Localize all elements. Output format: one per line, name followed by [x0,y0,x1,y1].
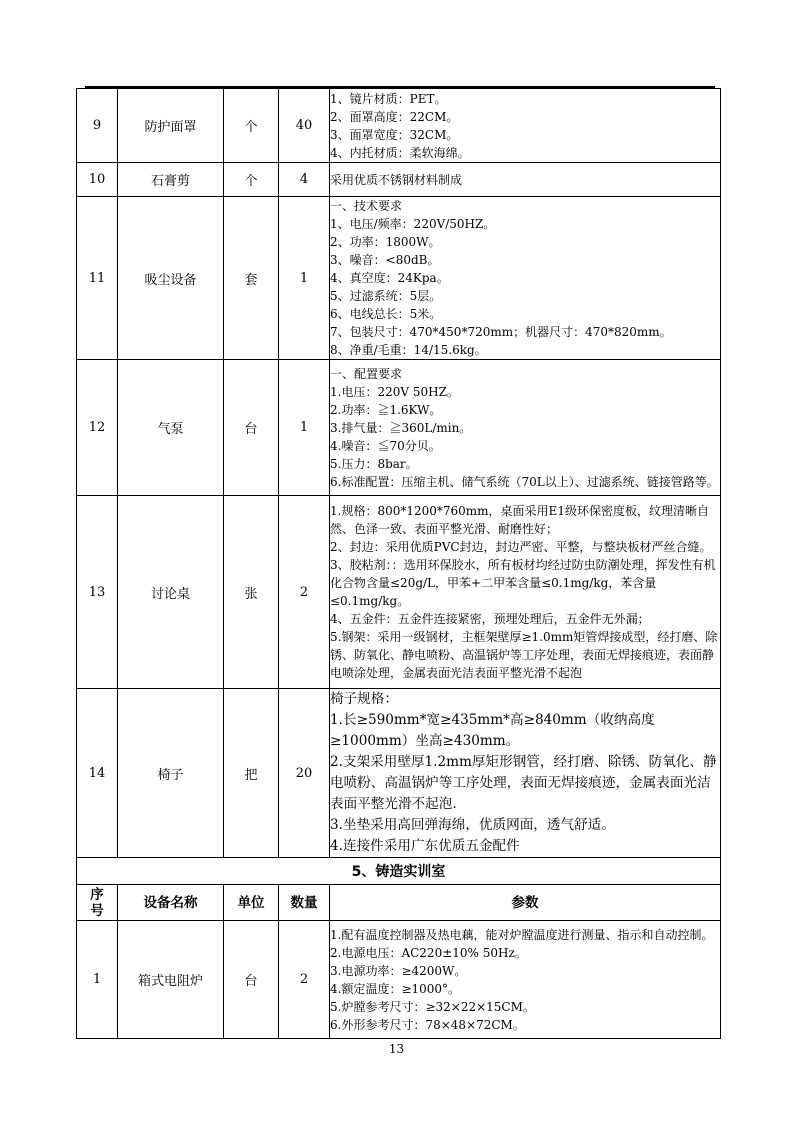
param-line: 2.支架采用壁厚1.2mm厚矩形钢管，经打磨、除锈、防氧化、静电喷粉、高温锅炉等工序处理，表面无焊接痕迹，金属表面光洁表面平整光滑不起泡. [330,754,717,812]
param-line: 2、面罩高度：22CM。 [330,109,459,124]
param-line: 4.额定温度：≥1000°。 [330,981,461,996]
quantity-cell: 40 [279,89,330,163]
param-line: 一、配置要求 [330,366,403,381]
param-line: 1、电压/频率：220V/50HZ。 [330,217,496,231]
param-line: 1.规格：800*1200*760mm，桌面采用E1级环保密度板，纹理清晰自然、色泽一致、表面平整光滑、耐磨性好； [330,504,709,536]
params-cell [330,921,721,1039]
param-line: 3.电源功率：≥4200W。 [330,963,467,978]
param-line: 5.炉膛参考尺寸：≥32×22×15CM。 [330,999,535,1014]
unit-cell: 个 [224,89,279,163]
page-number: 13 [388,1042,405,1056]
table-row [77,163,721,197]
header-quantity: 数量 [279,885,330,921]
row-number: 1 [77,921,118,1039]
params-cell [330,197,721,360]
equipment-name: 石膏剪 [118,163,224,197]
params-cell [330,496,721,689]
unit-cell: 把 [224,689,279,858]
equipment-name: 讨论桌 [118,496,224,689]
equipment-name: 吸尘设备 [118,197,224,360]
param-line: 4、内托材质：柔软海绵。 [330,145,470,160]
table-row [77,360,721,496]
params-cell [330,163,721,197]
param-line: 1.长≥590mm*宽≥435mm*高≥840mm（收纳高度≥1000mm）坐高≥430mm。 [330,712,655,749]
row-number: 13 [77,496,118,689]
unit-cell: 台 [224,360,279,496]
row-number: 10 [77,163,118,197]
quantity-cell: 4 [279,163,330,197]
quantity-cell: 2 [279,496,330,689]
param-line: 2.功率：≧1.6KW。 [330,402,442,417]
header-unit: 单位 [224,885,279,921]
equipment-name: 防护面罩 [118,89,224,163]
section-row [77,858,721,885]
equipment-table [76,88,721,1039]
params-cell [330,689,721,858]
param-line: 4、五金件：五金件连接紧密，预埋处理后，五金件无外漏； [330,612,650,626]
unit-cell: 个 [224,163,279,197]
param-line: 5、过滤系统：5层。 [330,289,442,303]
row-number: 14 [77,689,118,858]
row-number: 11 [77,197,118,360]
equipment-name: 椅子 [118,689,224,858]
param-line: 1.电压：220V 50HZ。 [330,384,459,399]
param-line: 4、真空度：24Kpa。 [330,271,449,285]
header-row [77,885,721,921]
unit-cell: 套 [224,197,279,360]
param-line: 1、镜片材质：PET。 [330,91,447,106]
param-line: 6.外形参考尺寸：78×48×72CM。 [330,1017,525,1032]
param-line: 8、净重/毛重：14/15.6kg。 [330,343,487,357]
param-line: 3、噪音：<80dB。 [330,253,440,267]
equipment-name: 箱式电阻炉 [118,921,224,1039]
param-line: 5.压力：8bar。 [330,456,418,471]
equipment-name: 气泵 [118,360,224,496]
row-number: 9 [77,89,118,163]
row-number: 12 [77,360,118,496]
param-line: 3、胶粘剂：：选用环保胶水，所有板材均经过防虫防潮处理，挥发性有机化合物含量≤20g/L，甲苯+二甲苯含量≤0.1mg/kg，苯含量≤0.1mg/kg。 [330,558,716,608]
param-line: 一、技术要求 [330,199,403,213]
param-line: 3、面罩宽度：32CM。 [330,127,459,142]
table-row [77,496,721,689]
param-line: 3.坐垫采用高回弹海绵，优质网面，透气舒适。 [330,817,615,833]
param-line: 6、电线总长：5米。 [330,307,442,321]
param-line: 采用优质不锈钢材料制成 [330,172,463,187]
param-line: 4.连接件采用广东优质五金配件 [330,838,520,854]
table-row [77,921,721,1039]
param-line: 7、包装尺寸：470*450*720mm；机器尺寸：470*820mm。 [330,325,672,339]
table-row [77,689,721,858]
param-line: 2、功率：1800W。 [330,235,441,249]
header-number: 序号 [77,885,118,921]
table-row [77,197,721,360]
unit-cell: 台 [224,921,279,1039]
param-line: 1.配有温度控制器及热电藕，能对炉膛温度进行测量、指示和自动控制。 [330,927,714,942]
param-line: 椅子规格： [330,691,398,707]
param-line: 3.排气量：≧360L/min。 [330,420,472,435]
section-title: 5、铸造实训室 [77,858,721,885]
params-cell [330,360,721,496]
table-row [77,89,721,163]
header-params: 参数 [330,885,721,921]
param-line: 2、封边：采用优质PVC封边，封边严密、平整，与整块板材严丝合缝。 [330,540,712,554]
param-line: 6.标准配置：压缩主机、储气系统（70L以上）、过滤系统、链接管路等。 [330,474,719,489]
quantity-cell: 2 [279,921,330,1039]
header-name: 设备名称 [118,885,224,921]
param-line: 2.电源电压：AC220±10% 50Hz。 [330,945,527,960]
quantity-cell: 1 [279,360,330,496]
params-cell [330,89,721,163]
param-line: 4.噪音：≦70分贝。 [330,438,441,453]
quantity-cell: 1 [279,197,330,360]
param-line: 5.钢架：采用一级钢材，主框架壁厚≥1.0mm矩管焊接成型，经打磨、除锈、防氧化、静电喷粉、高温锅炉等工序处理，表面无焊接痕迹，表面静电喷涂处理，金属表面光洁表面平整光滑不起泡 [330,630,718,680]
unit-cell: 张 [224,496,279,689]
quantity-cell: 20 [279,689,330,858]
